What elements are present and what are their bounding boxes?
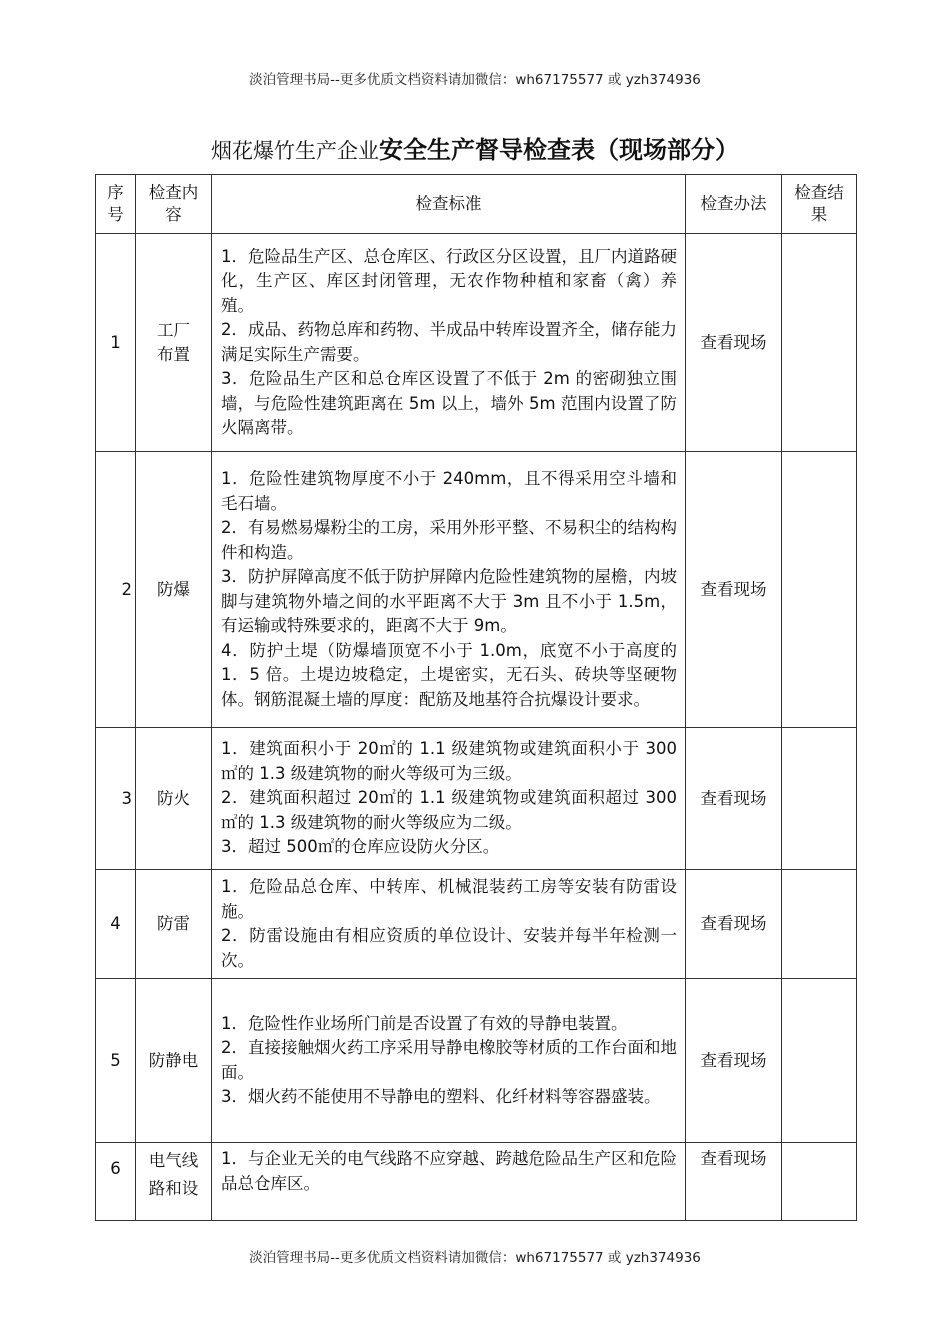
- row-result: [782, 452, 857, 728]
- table-row: [96, 979, 857, 1143]
- row-number: 2: [96, 452, 136, 728]
- table-row: [96, 728, 857, 870]
- row-content: 工厂布置: [136, 234, 212, 452]
- row-standards: [212, 452, 686, 728]
- row-content: 防静电: [136, 979, 212, 1143]
- standard-item: 1．与企业无关的电气线路不应穿越、跨越危险品生产区和危险品总仓库区。: [221, 1149, 677, 1193]
- row-method: 查看现场: [686, 728, 782, 870]
- row-standards: [212, 870, 686, 979]
- standard-item: 3．超过 500㎡的仓库应设防火分区。: [221, 837, 500, 857]
- table-row: [96, 452, 857, 728]
- row-result: [782, 1143, 857, 1221]
- row-result: [782, 979, 857, 1143]
- page-footer-note: 淡泊管理书局--更多优质文档资料请加微信：wh67175577 或 yzh374936: [249, 1250, 701, 1266]
- header-standard: 检查标准: [212, 175, 686, 234]
- standard-item: 2．防雷设施由有相应资质的单位设计、安装并每半年检测一次。: [221, 926, 677, 970]
- table-header-row: [96, 175, 857, 234]
- standard-item: 4．防护土堤（防爆墙顶宽不小于 1.0m，底宽不小于高度的 1．5 倍。土堤边坡稳定，土堤密实，无石头、砖块等坚硬物体。钢筋混凝土墙的厚度：配筋及地基符合抗爆设计要求。: [221, 640, 677, 709]
- standard-item: 1．危险品生产区、总仓库区、行政区分区设置，且厂内道路硬化，生产区、库区封闭管理，无农作物种植和家畜（禽）养殖。: [221, 246, 677, 315]
- row-number: 1: [96, 234, 136, 452]
- row-method: 查看现场: [686, 234, 782, 452]
- row-standards: [212, 979, 686, 1143]
- standard-item: 2．成品、药物总库和药物、半成品中转库设置齐全，储存能力满足实际生产需要。: [221, 320, 677, 364]
- table-row: [96, 870, 857, 979]
- row-result: [782, 870, 857, 979]
- row-standards: [212, 728, 686, 870]
- row-method: 查看现场: [686, 452, 782, 728]
- row-content: 防爆: [136, 452, 212, 728]
- row-method: 查看现场: [686, 1143, 782, 1221]
- header-method: 检查办法: [686, 175, 782, 234]
- header-content: 检查内容: [136, 175, 212, 234]
- table-row: [96, 234, 857, 452]
- standard-item: 3．烟火药不能使用不导静电的塑料、化纤材料等容器盛装。: [221, 1087, 661, 1106]
- row-content: 防火: [136, 728, 212, 870]
- header-result: 检查结果: [782, 175, 857, 234]
- title-part-2: 安全生产督导检查表（现场部分）: [379, 135, 739, 164]
- row-number: 4: [96, 870, 136, 979]
- title-part-1: 烟花爆竹生产企业: [211, 139, 379, 163]
- row-result: [782, 234, 857, 452]
- row-method: 查看现场: [686, 870, 782, 979]
- standard-item: 1．危险性建筑物厚度不小于 240mm，且不得采用空斗墙和毛石墙。: [221, 469, 677, 513]
- row-number: 5: [96, 979, 136, 1143]
- page-title: [0, 130, 950, 165]
- row-number: 3: [96, 728, 136, 870]
- page-header-note: 淡泊管理书局--更多优质文档资料请加微信：wh67175577 或 yzh374936: [249, 72, 701, 88]
- standard-item: 1．危险品总仓库、中转库、机械混装药工房等安装有防雷设施。: [221, 877, 677, 921]
- standard-item: 1．建筑面积小于 20㎡的 1.1 级建筑物或建筑面积小于 300㎡的 1.3 级建筑物的耐火等级可为三级。: [221, 739, 677, 783]
- standard-item: 2．有易燃易爆粉尘的工房，采用外形平整、不易积尘的结构构件和构造。: [221, 518, 677, 562]
- standard-item: 2．建筑面积超过 20㎡的 1.1 级建筑物或建筑面积超过 300㎡的 1.3 级建筑物的耐火等级应为二级。: [221, 788, 677, 832]
- standard-item: 3．危险品生产区和总仓库区设置了不低于 2m 的密砌独立围墙，与危险性建筑距离在 5m 以上，墙外 5m 范围内设置了防火隔离带。: [221, 369, 677, 437]
- inspection-table: [95, 174, 857, 1221]
- header-no: 序号: [96, 175, 136, 234]
- row-result: [782, 728, 857, 870]
- row-number: 6: [96, 1143, 136, 1221]
- standard-item: 1．危险性作业场所门前是否设置了有效的导静电装置。: [221, 1013, 628, 1033]
- row-content: 防雷: [136, 870, 212, 979]
- table-row: [96, 1143, 857, 1221]
- standard-item: 2．直接接触烟火药工序采用导静电橡胶等材质的工作台面和地面。: [221, 1038, 677, 1082]
- standard-item: 3．防护屏障高度不低于防护屏障内危险性建筑物的屋檐，内坡脚与建筑物外墙之间的水平距离不大于 3m 且不小于 1.5m，有运输或特殊要求的，距离不大于 9m。: [221, 567, 677, 635]
- row-standards: [212, 1143, 686, 1221]
- row-standards: [212, 234, 686, 452]
- row-content: 电气线路和设: [136, 1143, 212, 1221]
- row-method: 查看现场: [686, 979, 782, 1143]
